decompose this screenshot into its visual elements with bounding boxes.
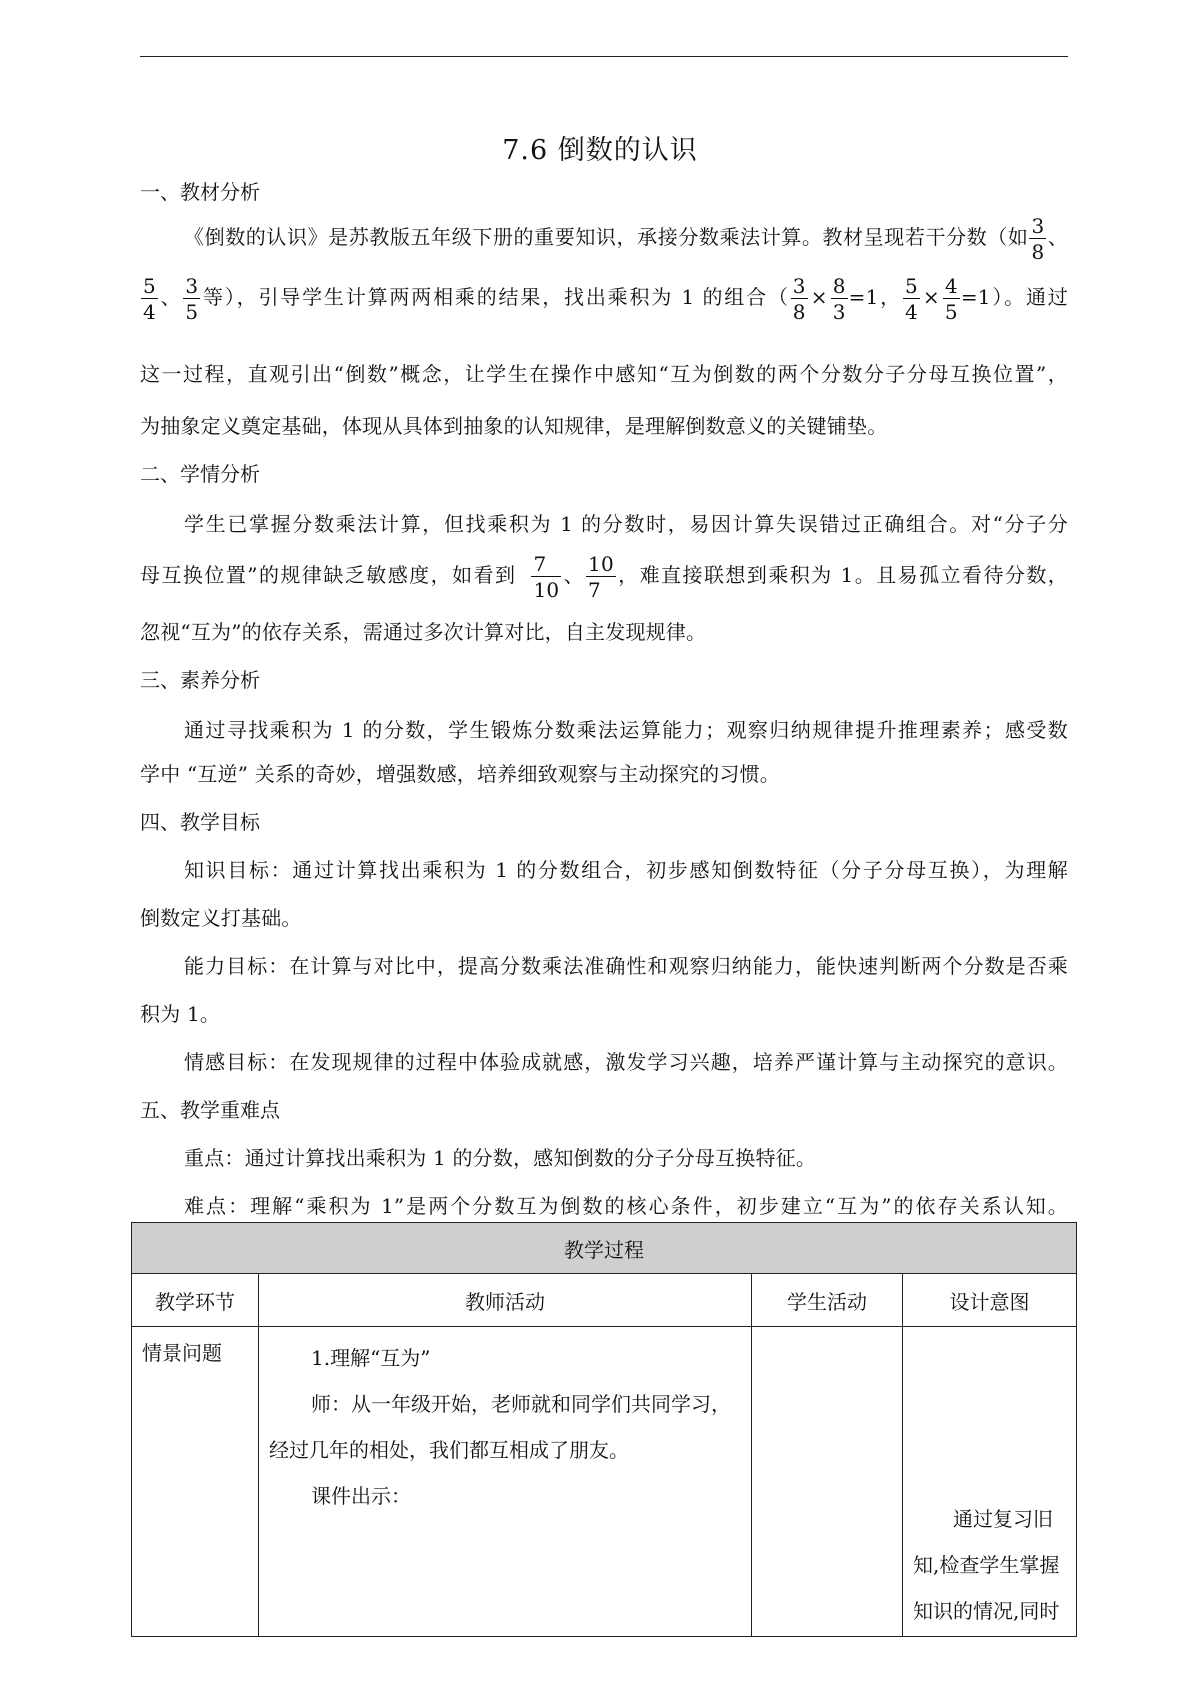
stage-cell: 情景问题	[132, 1327, 259, 1637]
fraction	[1029, 213, 1046, 264]
design-intent-cell	[903, 1327, 1077, 1637]
numerator: 10	[588, 551, 614, 576]
paragraph-line: 倒数定义打基础。	[140, 906, 302, 930]
paragraph-line	[140, 212, 1068, 262]
denominator: 4	[904, 299, 918, 324]
numerator: 8	[832, 273, 846, 298]
text-span: 等），引导学生计算两两相乘的结果，找出乘积为 1 的组合（	[201, 285, 790, 309]
teacher-line: 1.理解“互为”	[311, 1346, 431, 1370]
denominator: 10	[533, 577, 560, 602]
denominator: 7	[588, 577, 601, 602]
intent-line: 知识的情况,同时	[913, 1599, 1060, 1623]
fraction	[586, 551, 616, 602]
fraction	[183, 273, 200, 324]
text-span: 、	[158, 285, 183, 309]
section-heading-keypoints: 五、教学重难点	[140, 1098, 280, 1122]
paragraph-line: 积为 1。	[140, 1002, 221, 1026]
numerator: 5	[143, 273, 156, 298]
denominator: 3	[832, 299, 846, 324]
text-span: =1）。通过	[960, 285, 1069, 309]
text-span: 、	[1047, 225, 1069, 249]
text-span: 母互换位置”的规律缺乏敏感度，如看到	[140, 563, 517, 587]
paragraph-line	[140, 268, 1068, 326]
paragraph-line: 忽视“互为”的依存关系，需通过多次计算对比，自主发现规律。	[140, 620, 707, 644]
paragraph-line: 难点：理解“乘积为 1”是两个分数互为倒数的核心条件，初步建立“互为”的依存关系认知。	[184, 1194, 1068, 1218]
numerator: 5	[904, 273, 918, 298]
student-activity-cell	[752, 1327, 903, 1637]
times-sign: ×	[922, 285, 940, 309]
column-header-stage: 教学环节	[132, 1274, 259, 1327]
fraction	[831, 273, 848, 324]
column-header-student: 学生活动	[752, 1274, 903, 1327]
denominator: 8	[792, 299, 806, 324]
text-span: 、	[562, 563, 586, 587]
header-rule	[140, 56, 1068, 57]
column-header-teacher: 教师活动	[259, 1274, 752, 1327]
teacher-line: 经过几年的相处，我们都互相成了朋友。	[269, 1438, 629, 1462]
intent-line: 通过复习旧	[953, 1507, 1053, 1531]
teacher-line: 课件出示：	[311, 1484, 411, 1508]
times-sign: ×	[810, 285, 828, 309]
numerator: 3	[792, 273, 806, 298]
table-row	[132, 1327, 1077, 1637]
denominator: 8	[1031, 239, 1045, 264]
fraction	[943, 273, 960, 324]
paragraph-line: 为抽象定义奠定基础，体现从具体到抽象的认知规律，是理解倒数意义的关键铺垫。	[140, 414, 888, 438]
paragraph-line: 通过寻找乘积为 1 的分数，学生锻炼分数乘法运算能力；观察归纳规律提升推理素养；感受数	[184, 718, 1068, 742]
text-span: =1，	[848, 285, 902, 309]
text-span: 《倒数的认识》是苏教版五年级下册的重要知识，承接分数乘法计算。教材呈现若干分数（如	[184, 225, 1029, 249]
intent-line: 知,检查学生掌握	[913, 1553, 1060, 1577]
fraction	[903, 273, 920, 324]
paragraph-line: 情感目标：在发现规律的过程中体验成就感，激发学习兴趣，培养严谨计算与主动探究的意识。	[184, 1050, 1068, 1074]
section-heading-students: 二、学情分析	[140, 462, 260, 486]
numerator: 3	[1031, 213, 1045, 238]
paragraph-line: 重点：通过计算找出乘积为 1 的分数，感知倒数的分子分母互换特征。	[184, 1146, 817, 1170]
paragraph-line: 能力目标：在计算与对比中，提高分数乘法准确性和观察归纳能力，能快速判断两个分数是否乘	[184, 954, 1068, 978]
paragraph-line: 学中 “互逆” 关系的奇妙，增强数感，培养细致观察与主动探究的习惯。	[140, 762, 780, 786]
paragraph-line: 知识目标：通过计算找出乘积为 1 的分数组合，初步感知倒数特征（分子分母互换），为理解	[184, 858, 1068, 882]
denominator: 5	[185, 299, 199, 324]
teacher-line: 师：从一年级开始，老师就和同学们共同学习，	[311, 1392, 731, 1416]
numerator: 4	[944, 273, 958, 298]
section-heading-textbook: 一、教材分析	[140, 180, 260, 204]
paragraph-line: 这一过程，直观引出“倒数”概念，让学生在操作中感知“互为倒数的两个分数分子分母互换位置”，	[140, 362, 1068, 386]
fraction	[791, 273, 808, 324]
teaching-process-table	[131, 1222, 1077, 1637]
denominator: 5	[944, 299, 958, 324]
section-heading-literacy: 三、素养分析	[140, 668, 260, 692]
fraction	[531, 551, 561, 602]
section-heading-goals: 四、教学目标	[140, 810, 260, 834]
page-title: 7.6 倒数的认识	[502, 135, 698, 166]
text-span: ，难直接联想到乘积为 1。且易孤立看待分数，	[616, 563, 1069, 587]
column-header-intent: 设计意图	[903, 1274, 1077, 1327]
paragraph-line	[140, 544, 1068, 606]
numerator: 7	[531, 554, 561, 577]
denominator: 4	[143, 299, 156, 324]
paragraph-line: 学生已掌握分数乘法计算，但找乘积为 1 的分数时，易因计算失误错过正确组合。对“分子分	[184, 512, 1068, 536]
teacher-activity-cell	[259, 1327, 752, 1637]
fraction	[141, 273, 158, 324]
table-caption: 教学过程	[132, 1223, 1077, 1274]
numerator: 3	[185, 273, 199, 298]
